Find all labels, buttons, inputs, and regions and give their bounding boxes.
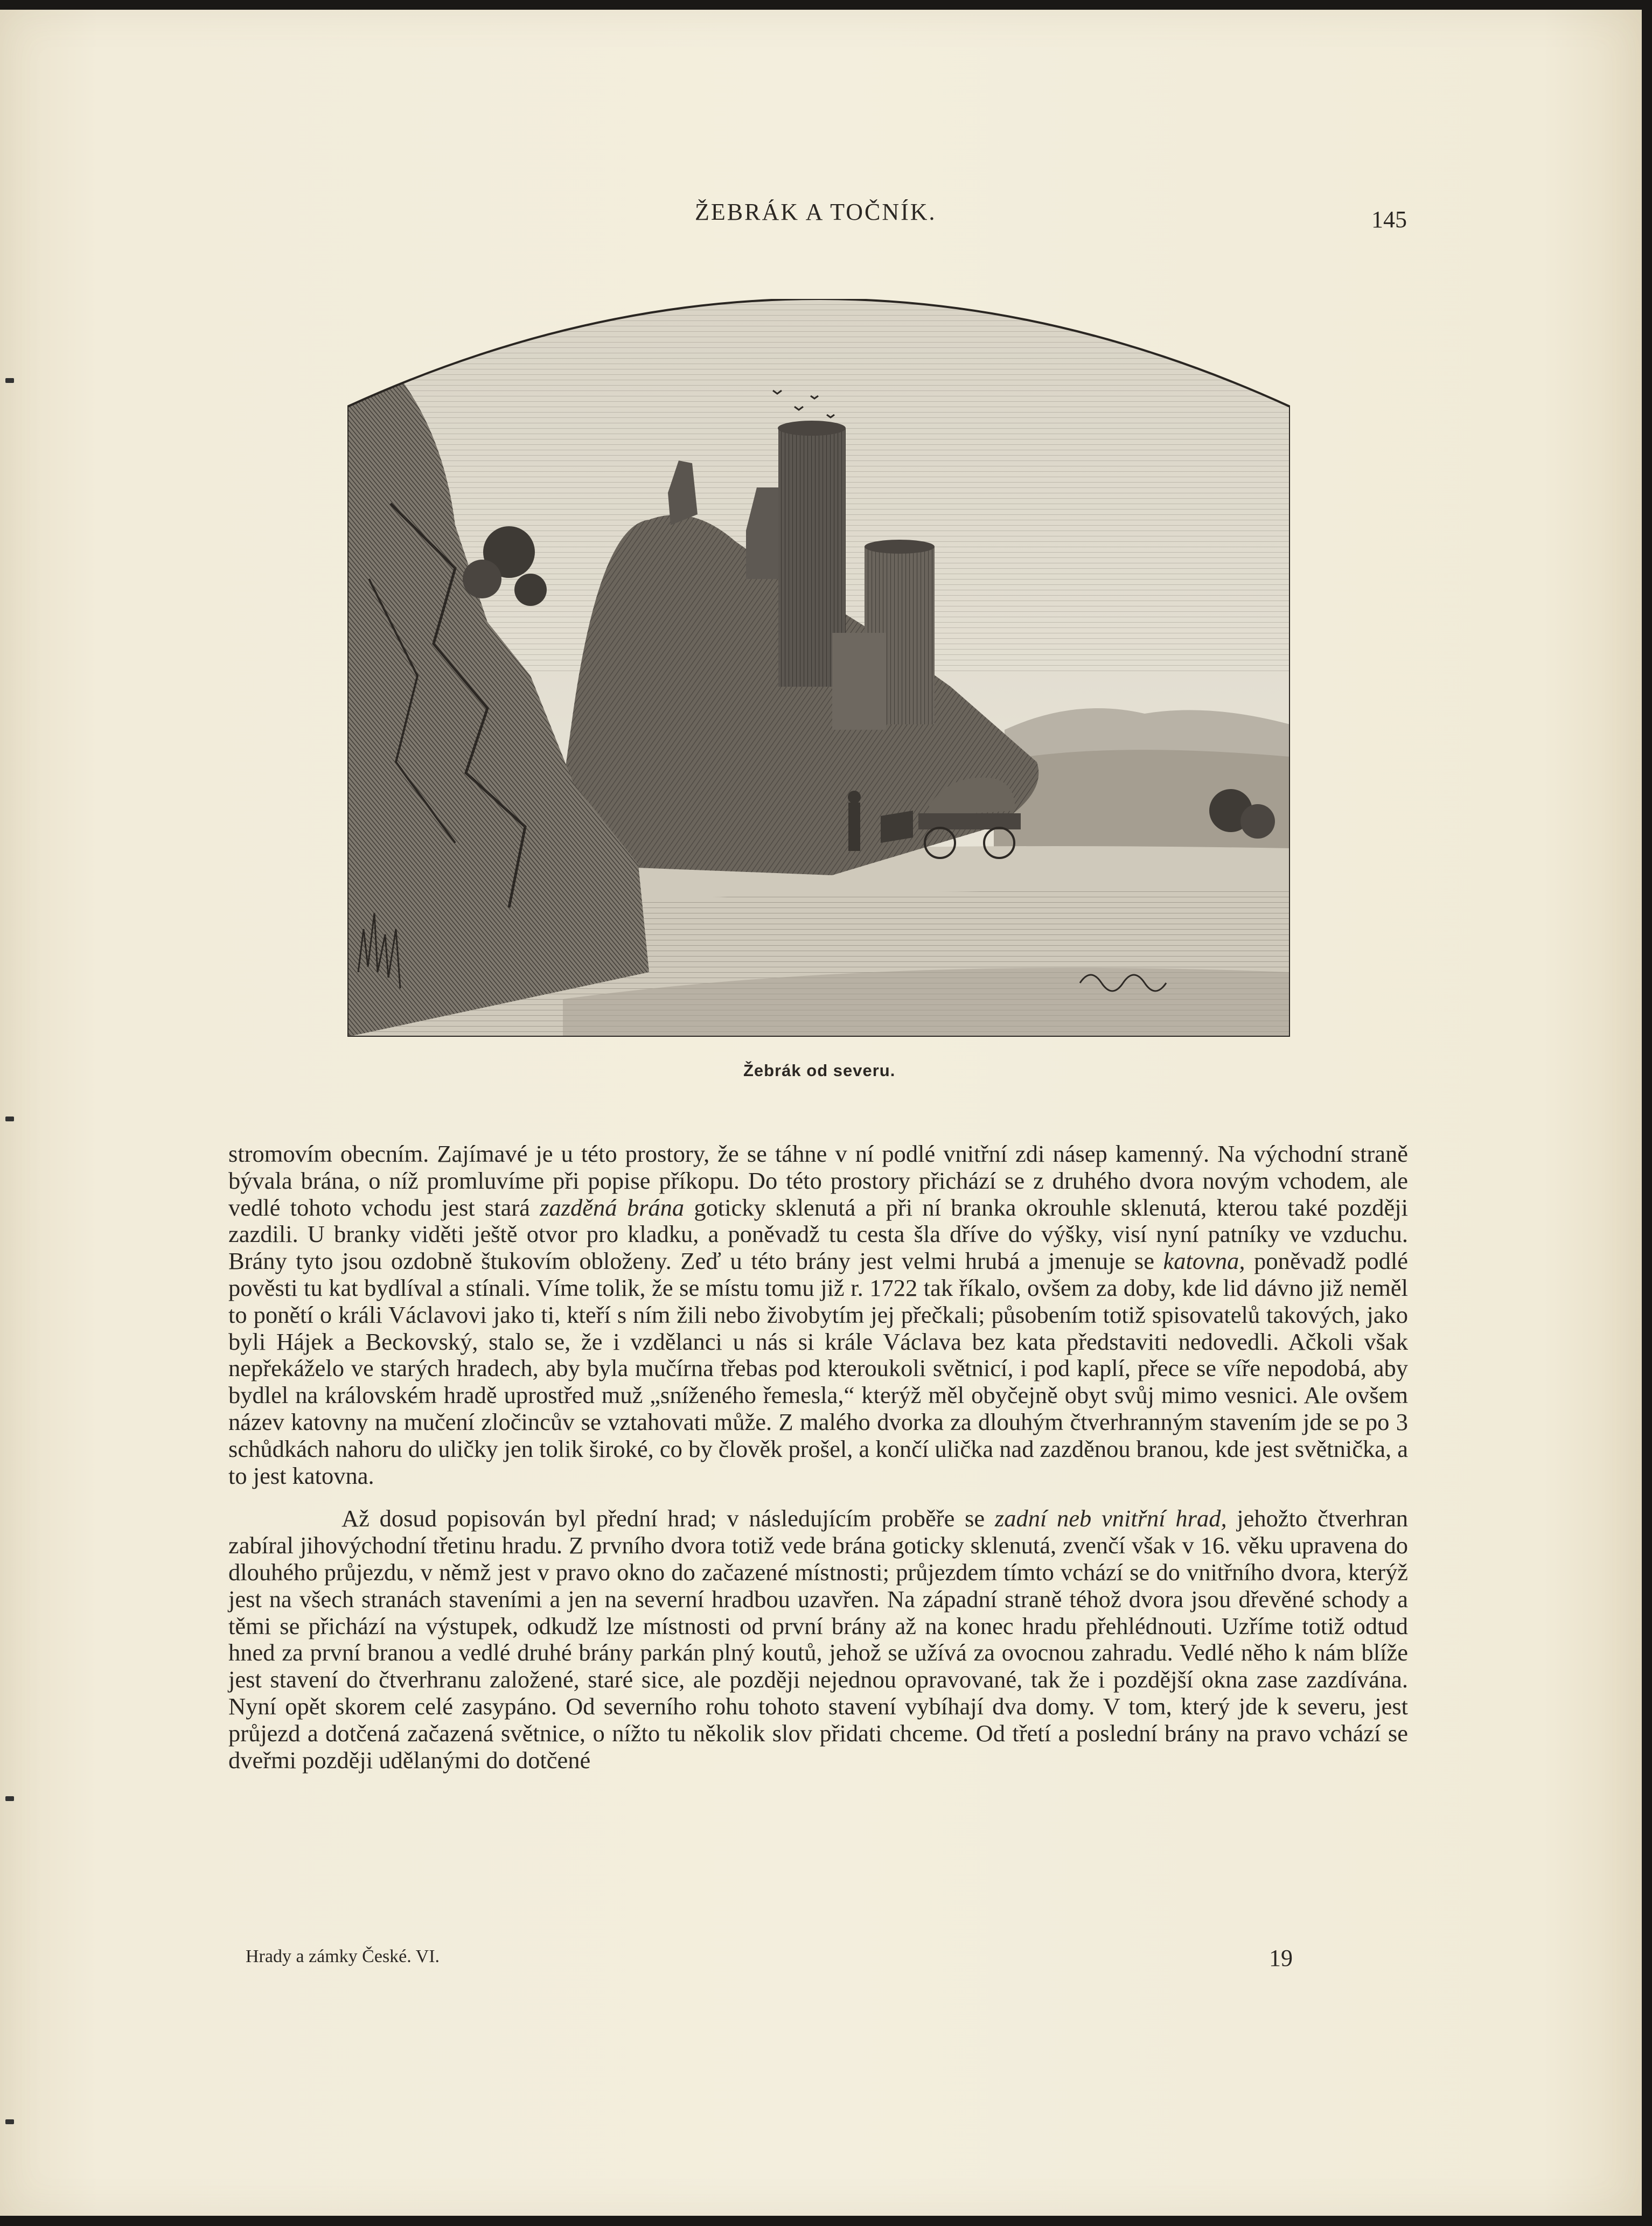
running-title: ŽEBRÁK A TOČNÍK.	[695, 199, 937, 225]
paragraph	[228, 1141, 1408, 1489]
text-run: goticky sklenutá a při ní branka okrouhle sklenutá, kterou také později zazdili. U branky viděti ještě otvor pro kladku, a poněvadž tu cesta šla dříve do výšky, visí nyní patníky ve vzduchu. Brány tyto jsou ozdobně štukovím obloženy. Zeď u této brány jest velmi hrubá a jmenuje se	[228, 1194, 1408, 1275]
margin-mark	[5, 1117, 14, 1121]
scan-right-border	[1642, 0, 1652, 2226]
scan-top-border	[0, 0, 1652, 10]
emphasis: zadní neb vnitřní hrad,	[994, 1505, 1227, 1532]
castle-engraving	[347, 299, 1290, 1037]
body-text	[228, 1141, 1408, 1774]
paragraph	[228, 1505, 1408, 1774]
text-run: jehožto čtverhran zabíral jihovýchodní třetinu hradu. Z prvního dvora totiž vede brána goticky sklenutá, zvenčí však v 16. věku upravena do dlouhého průjezdu, v němž jest v pravo okno do začazené místnosti; průjezdem tímto vchází se do vnitřního dvora, kterýž jest na všech stranách staveními a jen na severní hradbou uzavřen. Na západní straně téhož dvora jsou dřevěné schody a těmi se přichází na výstupek, odkudž lze místnosti od první brány až na konec hradu přehlédnouti. Uzříme totiž odtud hned za první branou a vedlé druhé brány parkán plný koutů, jehož se užívá za ovocnou zahradu. Vedlé něho k nám blíže jest stavení do čtverhranu založené, staré sice, ale později nejednou opravované, tak že i pozdější okna zase zazdívána. Nyní opět skorem celé zasypáno. Od severního rohu tohoto stavení vybíhají dva domy. V tom, který jde k severu, jest průjezd a dotčená začazená světnice, o nížto tu několik slov přidati chceme. Od třetí a poslední brány na pravo vchází se dveřmi později udělanými do dotčené	[228, 1505, 1408, 1774]
margin-mark	[5, 2119, 14, 2124]
book-title-footer: Hrady a zámky České. VI.	[246, 1946, 440, 1966]
text-run: Až dosud popisován byl přední hrad; v následujícím proběře se	[341, 1505, 995, 1532]
text-run: stromovím obecním. Zajímavé je u této prostory, že se táhne v ní podlé vnitřní zdi násep kamenný. Na východní straně bývala brána, o níž promluvíme při popise příkopu. Do této prostory přichází se z druhého dvora novým vchodem, ale vedlé tohoto vchodu jest stará	[228, 1140, 1408, 1221]
scan-bottom-border	[0, 2216, 1652, 2226]
figure-caption: Žebrák od severu.	[743, 1061, 896, 1080]
margin-mark	[5, 1796, 14, 1801]
text-run: poněvadž podlé pověsti tu kat bydlíval a stínali. Víme tolik, že se místu tomu již r. 1722 tak říkalo, ovšem za doby, kde lid dávno již neměl to ponětí o králi Václavovi jako ti, kteří s ním žili nebo živobytím jej přečkali; působením totiž spisovatelů takových, jako byli Hájek a Beckovský, stalo se, že i vzdělanci u nás si krále Václava bez kata představiti nedovedli. Ačkoli však nepřekáželo ve starých hradech, aby byla mučírna třebas pod kteroukoli světnicí, i pod kaplí, přece se víře nepodobá, aby bydlel na královském hradě uprostřed muž „sníženého řemesla,“ kterýž měl obyčejně obyt svůj mimo vesnici. Ale ovšem název katovny na mučení zločincův se vztahovati může. Z malého dvorka za dlouhým čtverhranným stavením jde se po 3 schůdkách nahoru do uličky jen tolik široké, co by člověk prošel, a končí ulička nad zazděnou branou, kde jest světnička, a to jest katovna.	[228, 1247, 1409, 1489]
emphasis: zazděná brána	[540, 1194, 685, 1221]
signature-mark: 19	[1269, 1945, 1293, 1971]
margin-mark	[5, 378, 14, 383]
page-number: 145	[1371, 206, 1407, 233]
emphasis: katovna,	[1163, 1247, 1245, 1275]
